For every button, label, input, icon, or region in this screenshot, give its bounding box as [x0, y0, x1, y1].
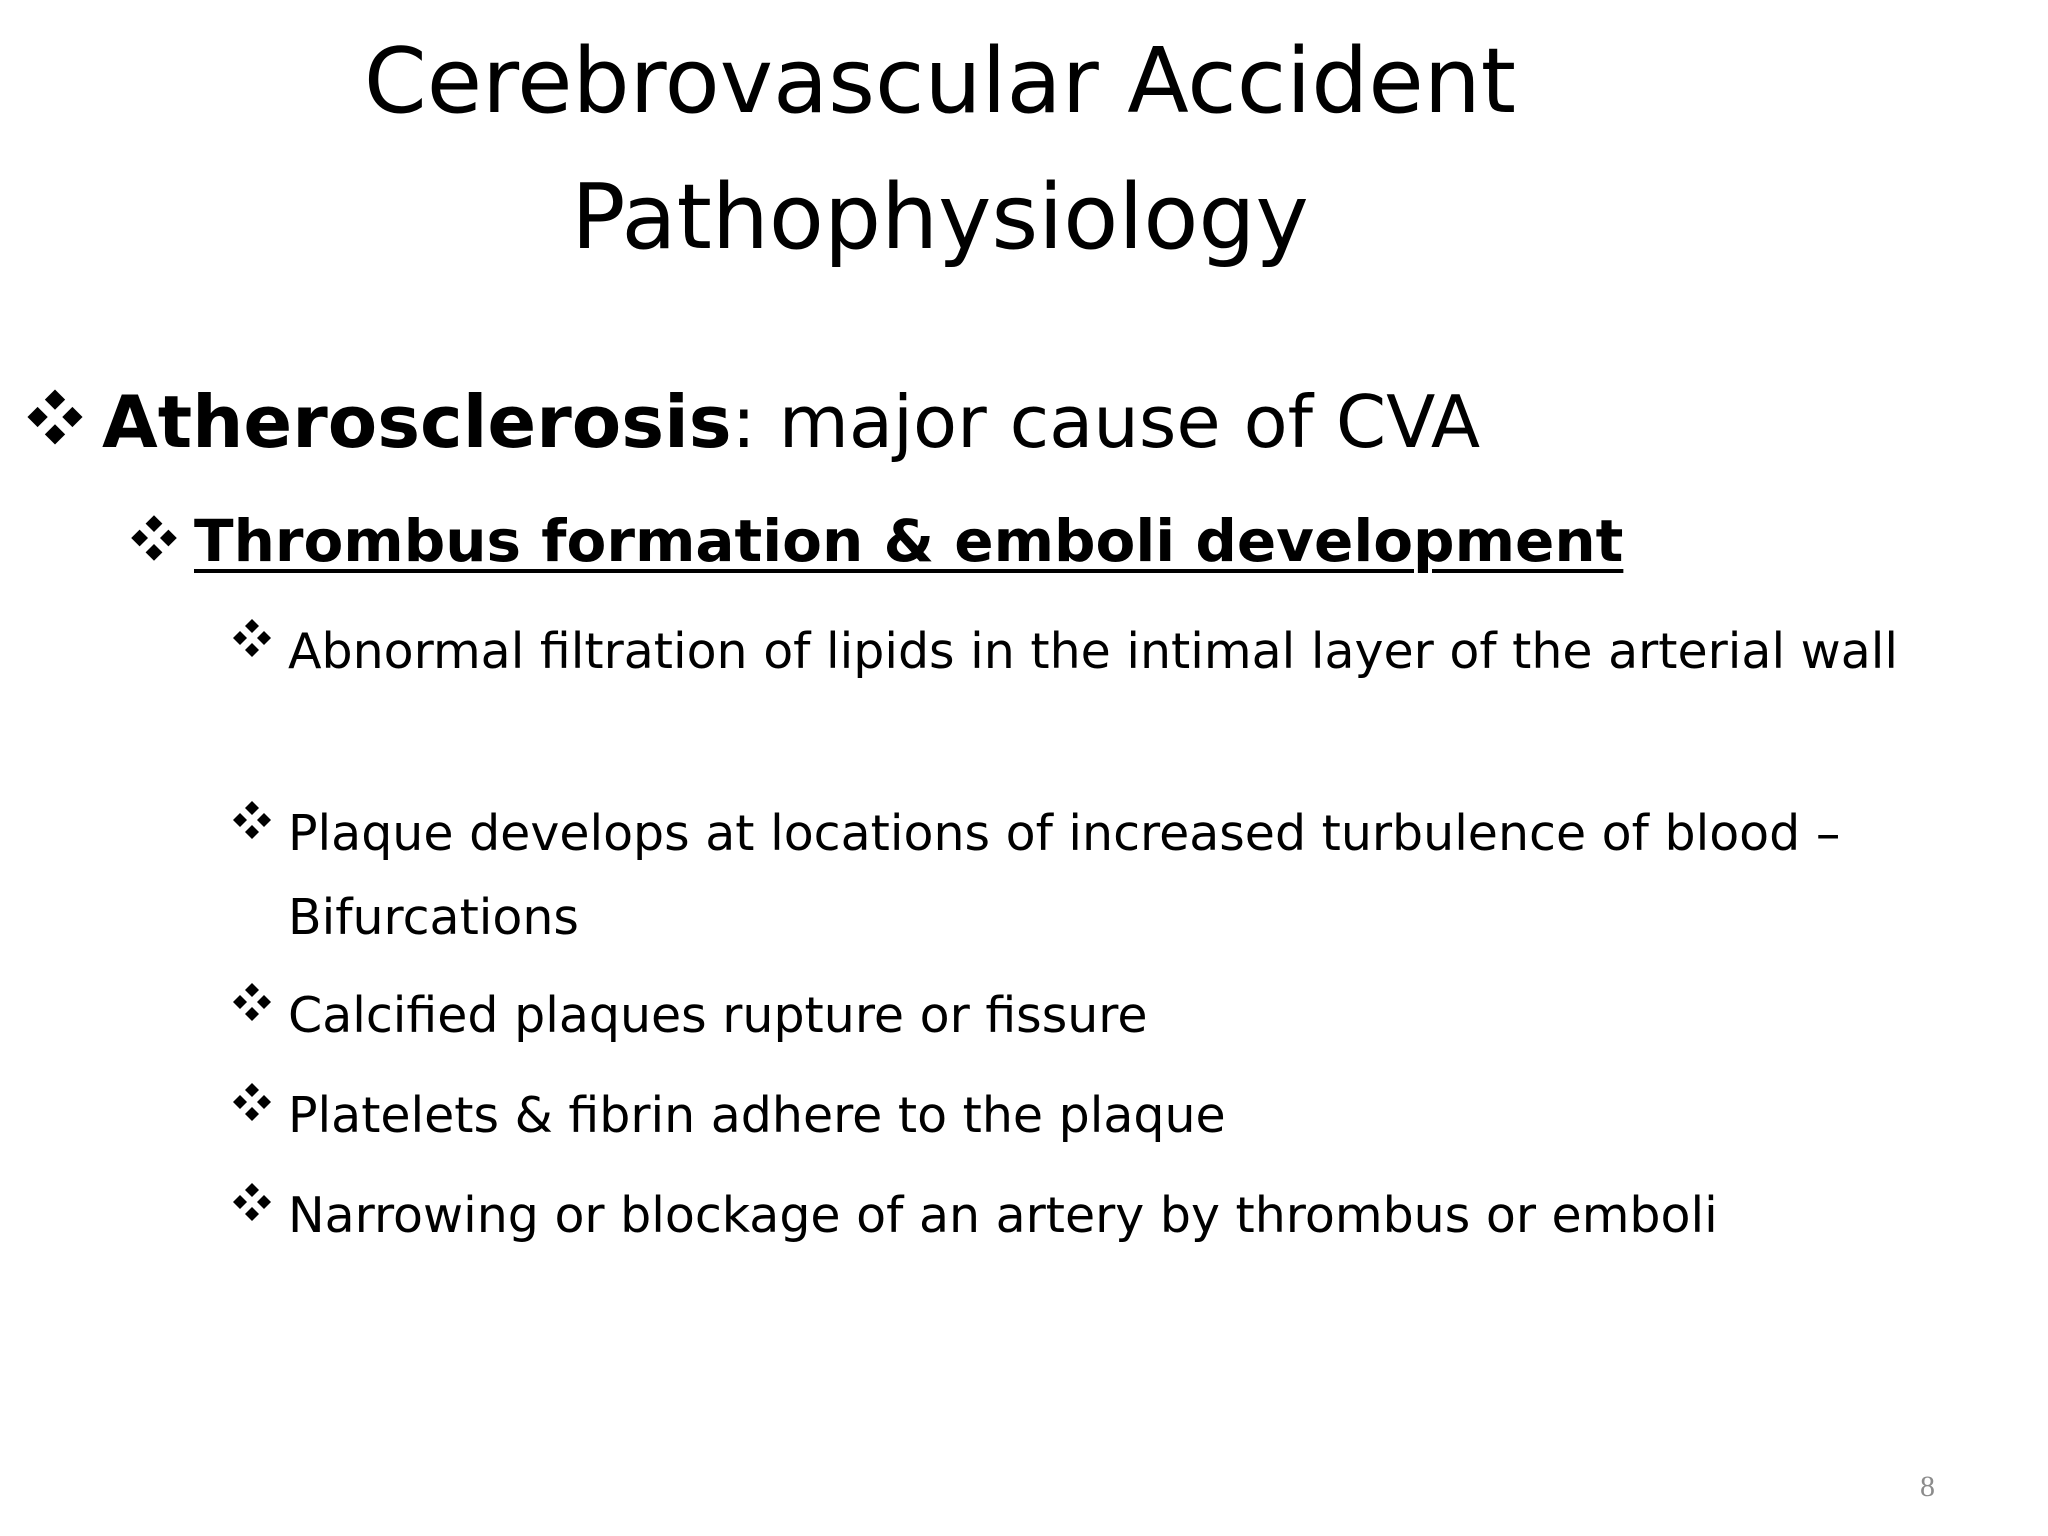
sub-bullet-text: Narrowing or blockage of an artery by thrombus or emboli [288, 1187, 1718, 1244]
sub-bullet-text: Plaque develops at locations of increased turbulence of blood – Bifurcations [288, 805, 1841, 946]
four-diamond-bullet-icon [130, 500, 194, 562]
title-line-1: Cerebrovascular Accident [363, 29, 1517, 134]
title-line-2: Pathophysiology [571, 165, 1309, 270]
bullet-atherosclerosis [26, 372, 1480, 472]
sub-bullet-text: Abnormal filtration of lipids in the intimal layer of the arterial wall [288, 623, 1898, 680]
sub-bullet [232, 610, 2048, 694]
bullet-term: Atherosclerosis [102, 380, 732, 464]
bullet-thrombus-formation [130, 500, 1623, 582]
sub-bullet [232, 1174, 2048, 1258]
four-diamond-bullet-icon [232, 1074, 288, 1122]
bullet-text: : major cause of CVA [731, 380, 1481, 464]
sub-bullet [232, 792, 2048, 960]
four-diamond-bullet-icon [232, 792, 288, 840]
four-diamond-bullet-icon [232, 610, 288, 658]
sub-bullet [232, 974, 2048, 1058]
four-diamond-bullet-icon [232, 974, 288, 1022]
four-diamond-bullet-icon [26, 372, 102, 446]
sub-bullet-text: Calcified plaques rupture or fissure [288, 987, 1148, 1044]
sub-bullet-text: Platelets & fibrin adhere to the plaque [288, 1087, 1226, 1144]
bullet-text: Thrombus formation & emboli development [194, 507, 1624, 575]
page-number: 8 [1920, 1470, 1935, 1503]
slide-title [0, 14, 1880, 286]
four-diamond-bullet-icon [232, 1174, 288, 1222]
sub-bullet [232, 1074, 2048, 1158]
